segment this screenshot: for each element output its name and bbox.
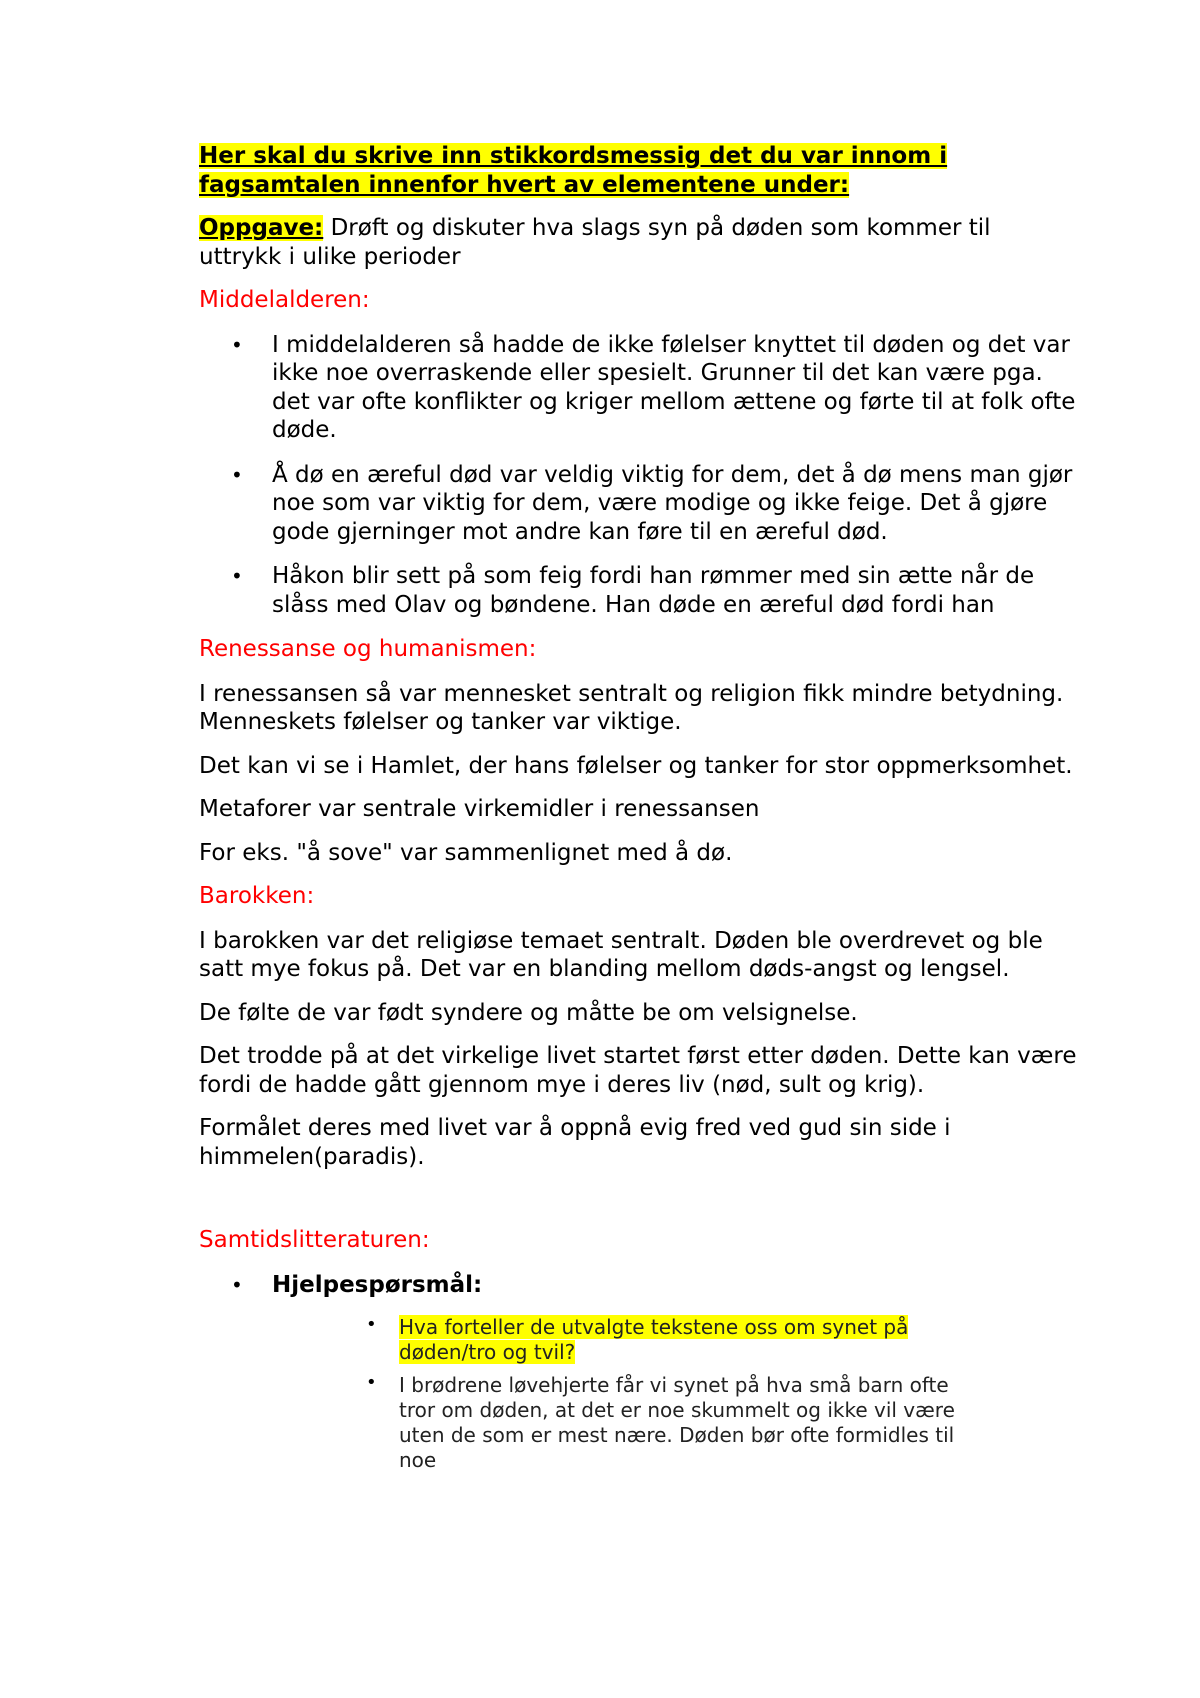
list-item-text: Håkon blir sett på som feig fordi han rømmer med sin ætte når de slåss med Olav og bøndene. Han døde en æreful død fordi han — [272, 563, 1035, 618]
body-paragraph: Det kan vi se i Hamlet, der hans følelser og tanker for stor oppmerksomhet. — [199, 752, 1073, 779]
bullet-icon: • — [231, 462, 243, 487]
sub-list-item — [366, 1373, 966, 1473]
help-questions-label: Hjelpespørsmål: — [272, 1271, 483, 1298]
middelalderen-list — [199, 331, 1079, 620]
task-label: Oppgave: — [199, 215, 324, 241]
bullet-icon: • — [366, 1372, 377, 1393]
bullet-icon: • — [231, 564, 243, 588]
list-item — [199, 461, 1079, 547]
body-paragraph: I barokken var det religiøse temaet sentralt. Døden ble overdrevet og ble satt mye fokus på. Det var en blanding mellom døds-angst og lengsel. — [199, 927, 1043, 982]
bullet-icon: • — [366, 1314, 377, 1335]
section-heading-renessanse: Renessanse og humanismen: — [199, 636, 537, 662]
list-item-text: Å dø en æreful død var veldig viktig for dem, det å dø mens man gjør noe som var viktig for dem, være modige og ikke feige. Det å gjøre gode gjerninger mot andre kan føre til en æreful død. — [272, 461, 1073, 545]
highlighted-question: Hva forteller de utvalgte tekstene oss om synet på døden/tro og tvil? — [399, 1315, 909, 1364]
blank-line — [199, 1186, 1079, 1226]
sub-list-item — [366, 1315, 966, 1365]
section-heading-middelalderen: Middelalderen: — [199, 287, 370, 313]
task-paragraph — [199, 214, 1079, 271]
list-item — [199, 331, 1079, 445]
body-paragraph: I renessansen så var mennesket sentralt og religion fikk mindre betydning. Menneskets følelser og tanker var viktige. — [199, 680, 1064, 735]
body-paragraph: For eks. "å sove" var sammenlignet med å dø. — [199, 839, 733, 866]
bullet-icon: • — [231, 332, 243, 357]
body-paragraph: Det trodde på at det virkelige livet startet først etter døden. Dette kan være fordi de hadde gått gjennom mye i deres liv (nød, sult og krig). — [199, 1043, 1077, 1098]
body-paragraph: Metaforer var sentrale virkemidler i renessansen — [199, 796, 760, 822]
samtid-list — [199, 1271, 1079, 1300]
help-questions-list — [366, 1315, 966, 1473]
section-heading-samtid: Samtidslitteraturen: — [199, 1227, 430, 1253]
bullet-icon: • — [231, 1272, 243, 1297]
task-text: Drøft og diskuter hva slags syn på døden som kommer til uttrykk i ulike perioder — [199, 215, 991, 270]
list-item — [199, 1271, 1079, 1300]
intro-instruction — [199, 142, 1079, 199]
list-item — [199, 562, 1079, 619]
list-item-text: I middelalderen så hadde de ikke følelser knyttet til døden og det var ikke noe overraskende eller spesielt. Grunner til det kan være pga. det var ofte konflikter og kriger mellom ættene og førte til at folk ofte døde. — [272, 331, 1076, 443]
document-content — [199, 142, 1079, 1481]
section-heading-barokken: Barokken: — [199, 883, 315, 909]
sub-list-item-text: I brødrene løvehjerte får vi synet på hva små barn ofte tror om døden, at det er noe skummelt og ikke vil være uten de som er mest nære. Døden bør ofte formidles til noe — [399, 1373, 955, 1472]
body-paragraph: Formålet deres med livet var å oppnå evig fred ved gud sin side i himmelen(paradis). — [199, 1115, 951, 1170]
intro-highlight: Her skal du skrive inn stikkordsmessig det du var innom i fagsamtalen innenfor hvert av elementene under: — [199, 143, 948, 198]
body-paragraph: De følte de var født syndere og måtte be om velsignelse. — [199, 999, 858, 1026]
